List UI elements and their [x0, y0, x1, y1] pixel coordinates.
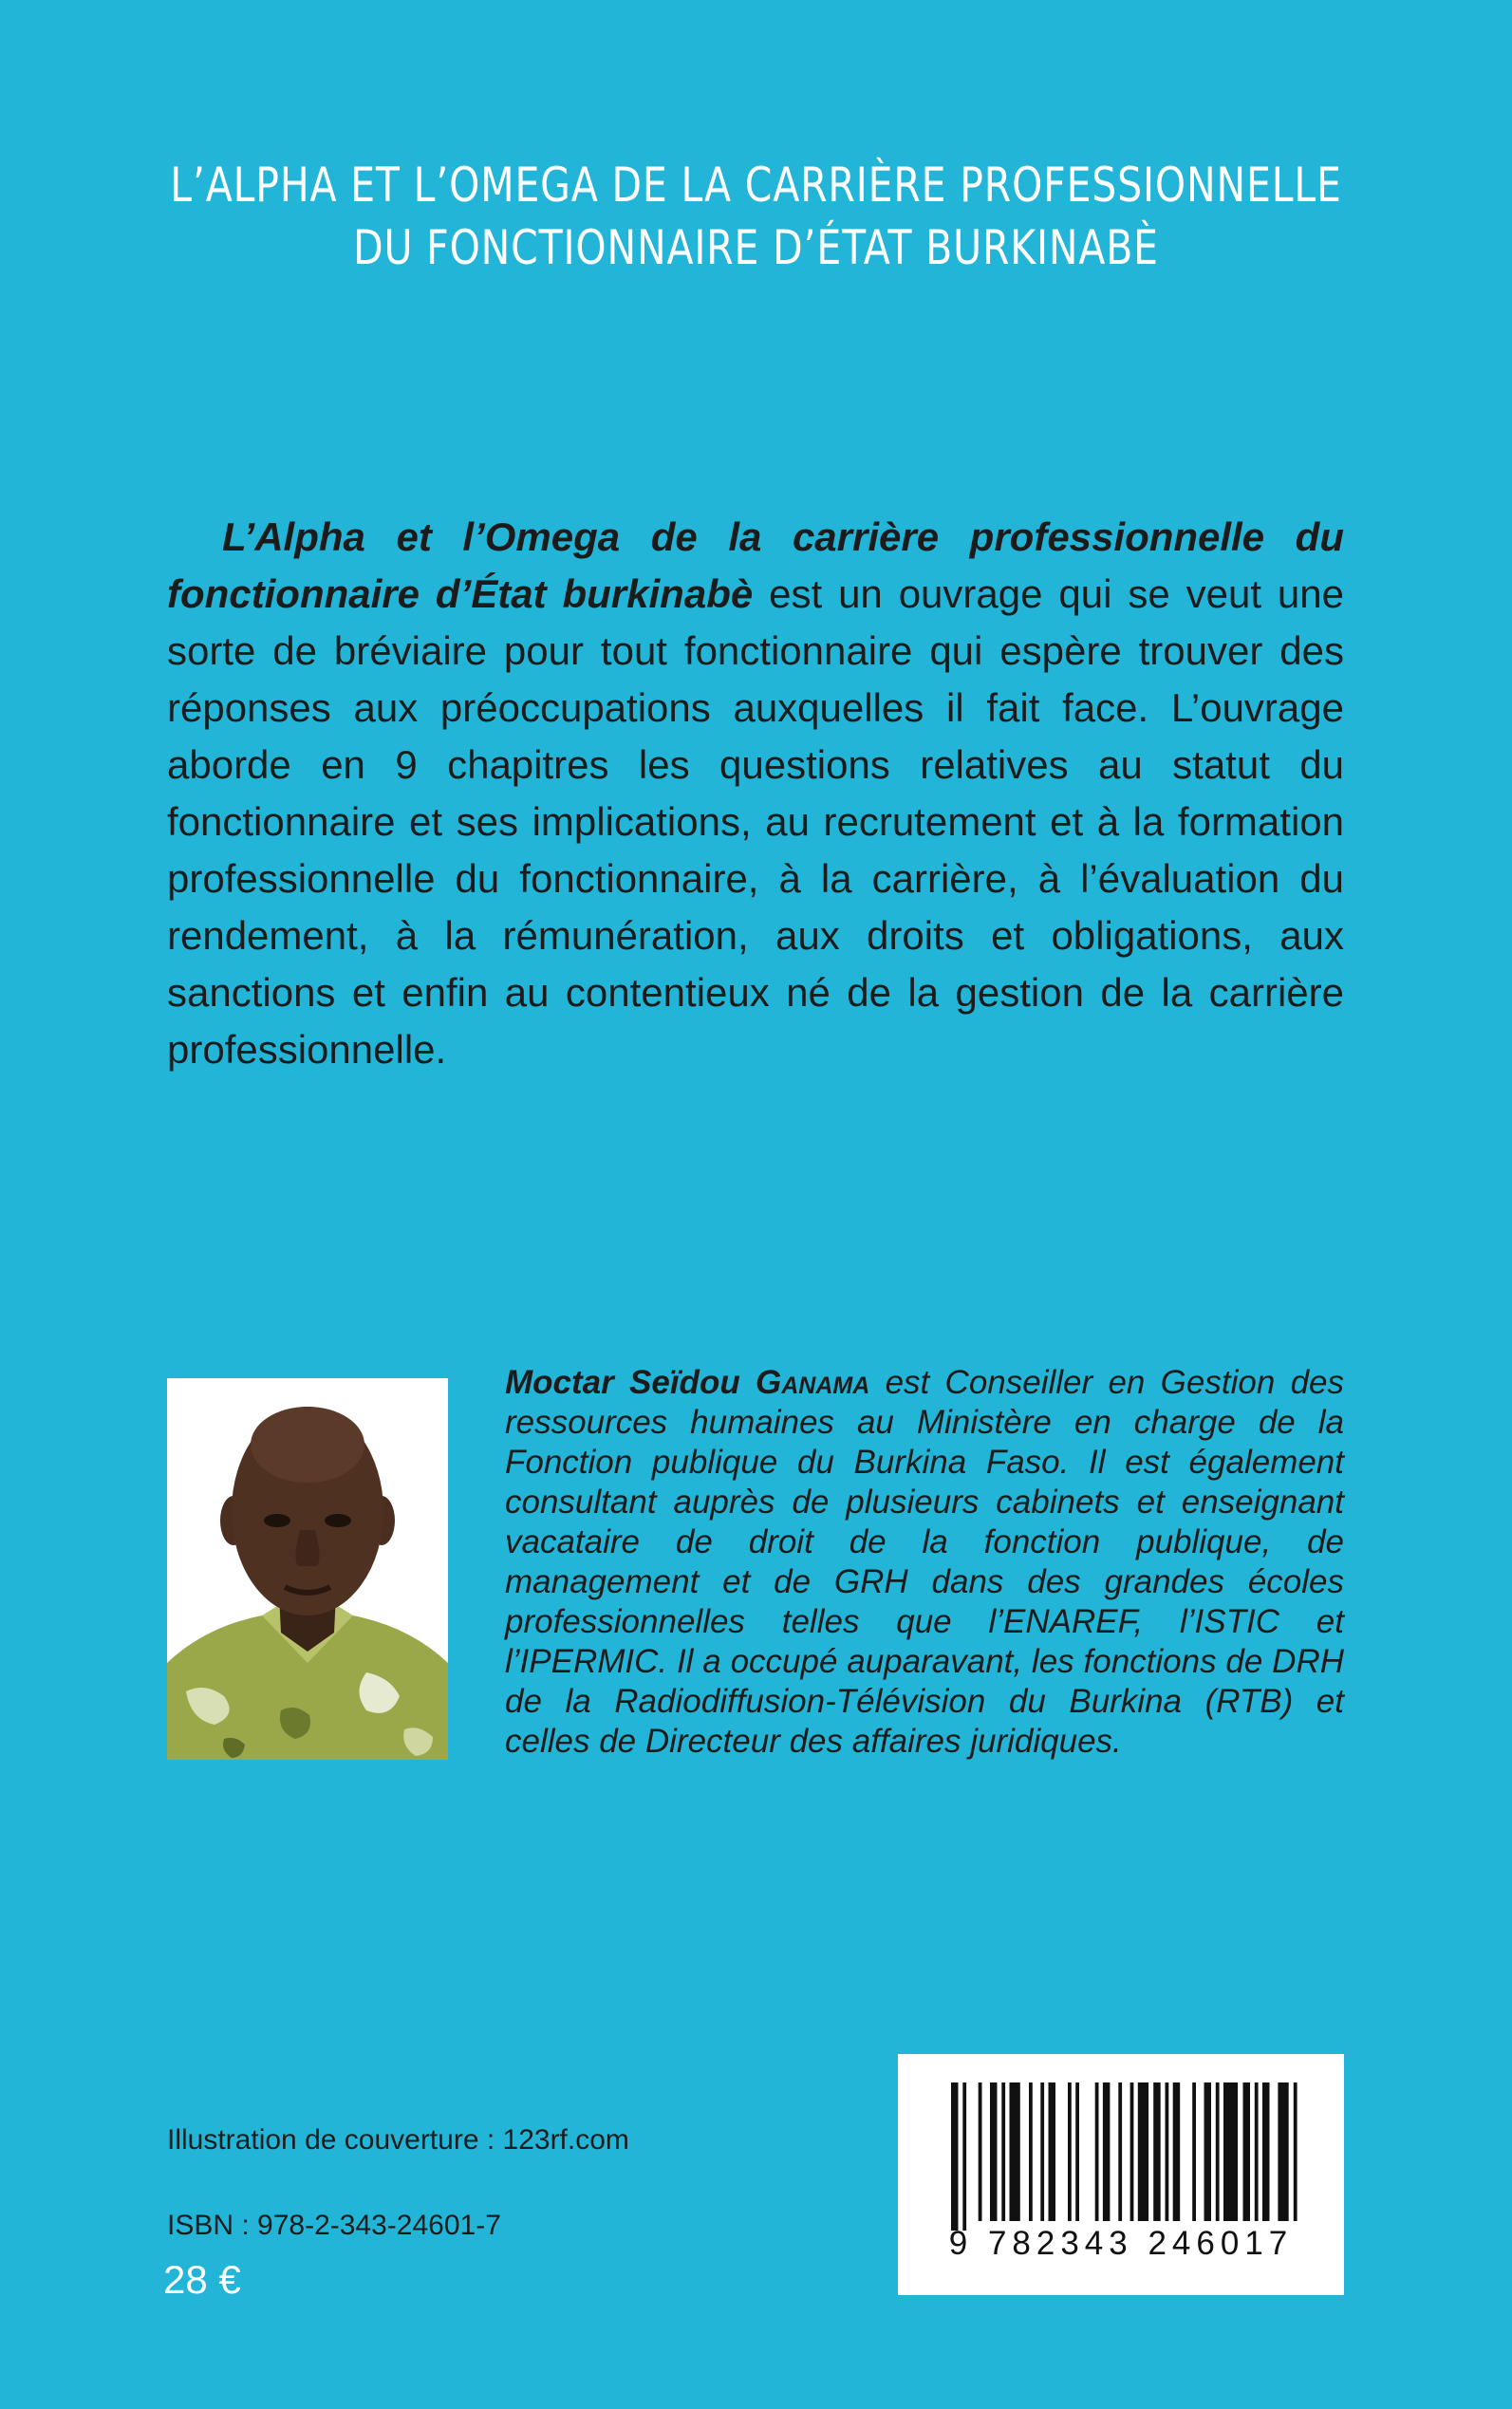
barcode-bar — [1216, 2082, 1220, 2221]
barcode-bar — [1103, 2082, 1111, 2221]
barcode-bar — [1010, 2082, 1020, 2221]
blurb-book-title: L’Alpha et l’Omega de la carrière professionnelle du fonctionnaire d’État burkinabè — [167, 514, 1344, 616]
barcode-bar — [1040, 2082, 1044, 2221]
barcode-digits: 9 782343 246017 — [948, 2225, 1294, 2262]
barcode-bar — [1075, 2082, 1079, 2221]
book-title-line-2: DU FONCTIONNAIRE D’ÉTAT BURKINABÈ — [353, 220, 1159, 275]
barcode-bar — [1294, 2082, 1297, 2221]
barcode-bar — [1001, 2082, 1005, 2221]
barcode-bar — [1068, 2082, 1072, 2221]
isbn: ISBN : 978-2-343-24601-7 — [167, 2210, 501, 2241]
barcode-bar — [1130, 2082, 1134, 2221]
barcode-bar — [951, 2082, 959, 2231]
barcode-bar — [1166, 2082, 1169, 2221]
barcode-bar — [1262, 2082, 1270, 2221]
illustration-credit: Illustration de couverture : 123rf.com — [167, 2124, 629, 2156]
book-title — [136, 154, 1375, 279]
author-bio — [505, 1363, 1344, 1762]
barcode-bar — [1153, 2082, 1161, 2221]
barcode-bar — [962, 2082, 966, 2231]
barcode-bar — [1138, 2082, 1148, 2221]
barcode-bar — [1049, 2082, 1056, 2221]
barcode-bar — [1173, 2082, 1181, 2221]
barcode-bar — [1095, 2082, 1099, 2221]
barcode-bar — [1255, 2082, 1259, 2221]
barcode-bar — [979, 2082, 982, 2221]
blurb-text: est un ouvrage qui se veut une sorte de bréviaire pour tout fonctionnaire qui espère trouver des réponses aux préoccupations auxquelles il fait face. L’ouvrage aborde en 9 chapitres les questions relatives au statut du fonctionnaire et ses implications, au recrutement et à la formation professionnelle du fonctionnaire, à la carrière, à l’évaluation du rendement, à la rémunération, aux droits et obligations, aux sanctions et enfin au contentieux né de la gestion de la carrière professionnelle. — [167, 571, 1344, 1072]
barcode — [898, 2054, 1344, 2295]
back-cover-blurb — [167, 509, 1344, 1078]
author-surname: Ganama — [756, 1364, 870, 1401]
author-first-names: Moctar Seïdou — [505, 1364, 740, 1401]
barcode-bar — [1118, 2082, 1122, 2221]
barcode-bar — [1029, 2082, 1033, 2221]
barcode-bar — [1192, 2082, 1196, 2221]
barcode-bar — [1278, 2082, 1288, 2221]
barcode-bar — [1204, 2082, 1212, 2221]
barcode-bar — [1223, 2082, 1238, 2221]
author-name — [505, 1364, 869, 1401]
price: 28 € — [163, 2257, 241, 2302]
author-photo — [167, 1378, 448, 1760]
author-bio-text: est Conseiller en Gestion des ressources humaines au Ministère en charge de la Fonction publique du Burkina Faso. Il est également consultant auprès de plusieurs cabinets et enseignant vacataire de droit de la fonction publique, de management et de GRH dans des grandes écoles professionnelles telles que l’ENAREF, l’ISTIC et l’IPERMIC. Il a occupé auparavant, les fonctions de DRH de la Radiodiffusion-Télévision du Burkina (RTB) et celles de Directeur des affaires juridiques. — [505, 1364, 1344, 1760]
barcode-bar — [990, 2082, 998, 2221]
barcode-bar — [1243, 2082, 1251, 2221]
book-title-line-1: L’ALPHA ET L’OMEGA DE LA CARRIÈRE PROFESSIONNELLE — [170, 158, 1342, 213]
